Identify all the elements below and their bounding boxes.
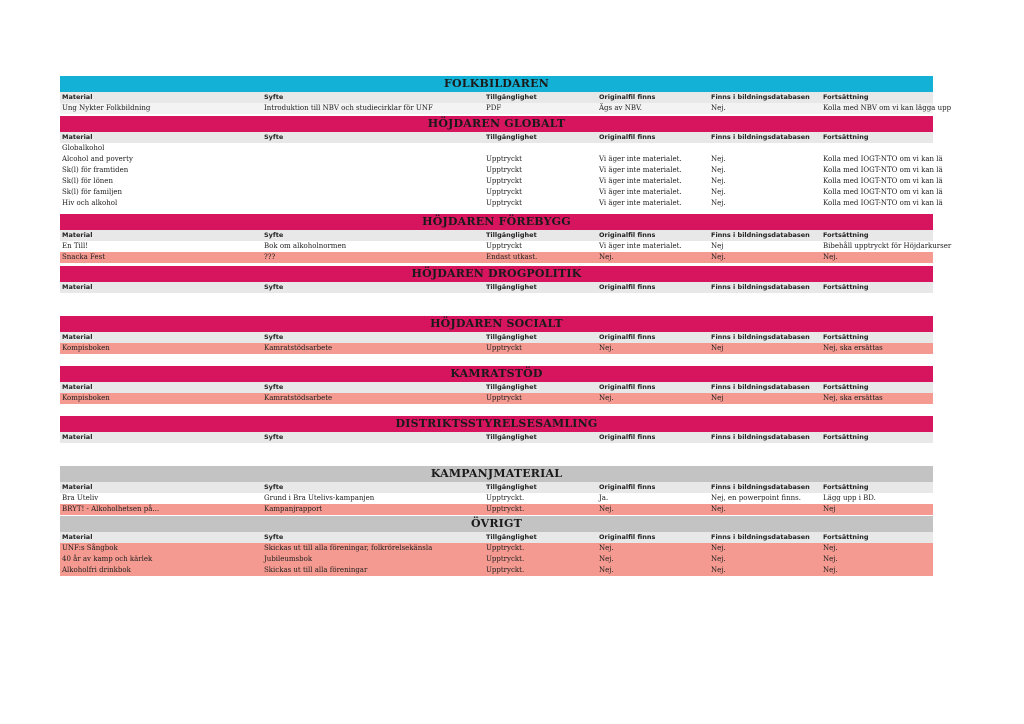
table-cell[interactable]: Nej. [711, 166, 726, 174]
table-cell[interactable]: UNF:s Sångbok [62, 544, 118, 552]
column-header: Finns i bildningsdatabasen [711, 383, 810, 391]
column-header: Syfte [264, 93, 284, 101]
table-cell[interactable]: Nej. [823, 566, 838, 574]
table-cell[interactable]: Nej. [711, 155, 726, 163]
section-title: KAMRATSTÖD [60, 366, 933, 382]
column-header: Finns i bildningsdatabasen [711, 283, 810, 291]
table-row[interactable] [60, 176, 943, 187]
table-cell[interactable]: Nej. [599, 555, 614, 563]
column-header: Tillgänglighet [486, 231, 537, 239]
column-header: Finns i bildningsdatabasen [711, 133, 810, 141]
column-header: Fortsättning [823, 333, 869, 341]
table-cell[interactable]: Alcohol and poverty [62, 155, 133, 163]
table-row[interactable] [60, 103, 952, 114]
table-row[interactable] [60, 393, 933, 404]
table-cell[interactable]: Grund i Bra Utelivs-kampanjen [264, 494, 375, 502]
table-cell[interactable]: Kolla med NBV om vi kan lägga upp [823, 104, 952, 112]
column-header: Syfte [264, 333, 284, 341]
table-cell[interactable]: ??? [264, 253, 276, 261]
table-cell[interactable]: Sk(l) för framtiden [62, 166, 129, 174]
table-cell[interactable]: Upptryckt. [486, 494, 525, 502]
section-höjdaren-drogpolitik [60, 266, 933, 316]
column-header-row [60, 432, 933, 443]
table-cell[interactable]: Hiv och alkohol [62, 199, 118, 207]
table-cell[interactable]: Nej. [711, 104, 726, 112]
table-cell[interactable]: BRYT! - Alkoholhetsen på... [62, 505, 160, 513]
column-header: Fortsättning [823, 433, 869, 441]
column-header: Syfte [264, 533, 284, 541]
column-header: Fortsättning [823, 533, 869, 541]
table-cell[interactable]: PDF [486, 104, 502, 112]
column-header-row [60, 282, 933, 293]
table-cell[interactable]: Kamratstödsarbete [264, 344, 333, 352]
column-header: Material [62, 231, 93, 239]
section-title: DISTRIKTSSTYRELSESAMLING [60, 416, 933, 432]
table-cell[interactable]: Nej. [711, 544, 726, 552]
column-header: Fortsättning [823, 283, 869, 291]
table-cell[interactable]: Nej. [599, 344, 614, 352]
table-cell[interactable]: Ung Nykter Folkbildning [62, 104, 151, 112]
table-row[interactable] [60, 554, 933, 565]
section-distriktsstyrelsesamling [60, 416, 933, 466]
table-cell[interactable]: Introduktion till NBV och studiecirklar för UNF [264, 104, 433, 112]
section-kampanjmaterial [60, 466, 933, 516]
column-header-row [60, 230, 933, 241]
table-cell[interactable]: Nej [711, 344, 724, 352]
column-header: Syfte [264, 283, 284, 291]
column-header: Material [62, 533, 93, 541]
section-övrigt [60, 516, 933, 577]
table-cell[interactable]: Nej, en powerpoint finns. [711, 494, 801, 502]
column-header: Finns i bildningsdatabasen [711, 333, 810, 341]
column-header: Syfte [264, 483, 284, 491]
column-header: Material [62, 93, 93, 101]
section-title: HÖJDAREN FÖREBYGG [60, 214, 933, 230]
column-header: Originalfil finns [599, 383, 656, 391]
column-header-row [60, 132, 933, 143]
table-cell[interactable]: Upptryckt [486, 394, 522, 402]
table-cell[interactable]: Upptryckt [486, 177, 522, 185]
column-header: Originalfil finns [599, 93, 656, 101]
table-cell[interactable]: Ja. [599, 494, 609, 502]
section-title: HÖJDAREN GLOBALT [60, 116, 933, 132]
table-row[interactable] [60, 154, 943, 165]
table-cell[interactable]: Jubileumsbok [264, 555, 313, 563]
table-cell[interactable]: Ägs av NBV. [599, 104, 643, 112]
column-header-row [60, 482, 933, 493]
spreadsheet [60, 76, 952, 577]
section-title: ÖVRIGT [60, 516, 933, 532]
table-cell[interactable]: Kompisboken [62, 344, 110, 352]
table-cell[interactable]: Kompisboken [62, 394, 110, 402]
table-cell[interactable]: Vi äger inte materialet. [599, 242, 682, 250]
column-header: Tillgänglighet [486, 283, 537, 291]
table-cell[interactable]: Nej. [823, 544, 838, 552]
table-cell[interactable]: Kolla med IOGT-NTO om vi kan lä [823, 177, 943, 185]
table-cell[interactable]: Snacka Fest [62, 253, 106, 261]
table-row[interactable] [60, 504, 933, 515]
column-header: Material [62, 433, 93, 441]
table-cell[interactable]: Nej [711, 394, 724, 402]
table-cell[interactable]: Nej. [711, 555, 726, 563]
column-header: Syfte [264, 133, 284, 141]
column-header-row [60, 92, 933, 103]
section-title: KAMPANJMATERIAL [60, 466, 933, 482]
table-cell[interactable]: Nej, ska ersättas [823, 344, 883, 352]
table-cell[interactable]: Upptryckt [486, 188, 522, 196]
column-header: Fortsättning [823, 133, 869, 141]
table-cell[interactable]: Endast utkast. [486, 253, 538, 261]
table-row[interactable] [60, 565, 933, 576]
table-cell[interactable]: Kolla med IOGT-NTO om vi kan lä [823, 188, 943, 196]
table-cell[interactable]: Upptryckt. [486, 544, 525, 552]
table-cell[interactable]: Kolla med IOGT-NTO om vi kan lä [823, 199, 943, 207]
column-header: Tillgänglighet [486, 483, 537, 491]
table-cell[interactable]: Upptryckt [486, 344, 522, 352]
table-cell[interactable]: Kolla med IOGT-NTO om vi kan lä [823, 155, 943, 163]
table-cell[interactable]: Nej [711, 242, 724, 250]
table-cell[interactable]: Nej. [599, 253, 614, 261]
section-title: HÖJDAREN SOCIALT [60, 316, 933, 332]
column-header: Tillgänglighet [486, 533, 537, 541]
table-cell[interactable]: Nej. [711, 253, 726, 261]
column-header: Syfte [264, 231, 284, 239]
column-header: Finns i bildningsdatabasen [711, 93, 810, 101]
table-cell[interactable]: Lägg upp i BD. [823, 494, 876, 502]
table-cell[interactable]: Vi äger inte materialet. [599, 199, 682, 207]
table-cell[interactable]: Upptryckt. [486, 505, 525, 513]
table-cell[interactable]: Alkoholfri drinkbok [62, 566, 131, 574]
column-header: Material [62, 483, 93, 491]
column-header-row [60, 532, 933, 543]
table-cell[interactable]: Vi äger inte materialet. [599, 177, 682, 185]
table-cell[interactable]: Bibehåll upptryckt för Höjdarkurser [823, 242, 952, 250]
table-cell[interactable]: Nej [823, 505, 836, 513]
column-header: Originalfil finns [599, 231, 656, 239]
column-header: Finns i bildningsdatabasen [711, 433, 810, 441]
table-cell[interactable]: Upptryckt [486, 166, 522, 174]
column-header: Tillgänglighet [486, 93, 537, 101]
column-header: Tillgänglighet [486, 433, 537, 441]
table-cell[interactable]: Nej. [711, 199, 726, 207]
section-kamratstöd [60, 366, 933, 416]
column-header: Finns i bildningsdatabasen [711, 483, 810, 491]
table-cell[interactable]: Globalkohol [62, 144, 105, 152]
table-cell[interactable]: Nej. [599, 505, 614, 513]
column-header: Finns i bildningsdatabasen [711, 231, 810, 239]
table-row[interactable] [60, 543, 933, 554]
table-cell[interactable]: Upptryckt [486, 199, 522, 207]
column-header: Originalfil finns [599, 433, 656, 441]
column-header-row [60, 382, 933, 393]
table-row[interactable] [60, 343, 933, 354]
column-header: Syfte [264, 383, 284, 391]
table-cell[interactable]: Kampanjrapport [264, 505, 323, 513]
column-header: Originalfil finns [599, 483, 656, 491]
column-header: Originalfil finns [599, 533, 656, 541]
table-cell[interactable]: Sk(l) för familjen [62, 188, 123, 196]
table-row[interactable] [60, 252, 933, 263]
column-header: Originalfil finns [599, 283, 656, 291]
table-cell[interactable]: Nej. [599, 544, 614, 552]
table-cell[interactable]: Upptryckt. [486, 555, 525, 563]
column-header: Material [62, 383, 93, 391]
column-header: Material [62, 283, 93, 291]
table-row[interactable] [60, 143, 933, 154]
section-folkbildaren [60, 76, 952, 116]
table-row[interactable] [60, 241, 952, 252]
table-cell[interactable]: Nej. [711, 188, 726, 196]
column-header: Fortsättning [823, 93, 869, 101]
table-cell[interactable]: Bra Uteliv [62, 494, 99, 502]
column-header: Originalfil finns [599, 333, 656, 341]
table-cell[interactable]: Nej. [599, 566, 614, 574]
table-cell[interactable]: Upptryckt [486, 242, 522, 250]
table-cell[interactable]: Skickas ut till alla föreningar, folkrörelsekänsla [264, 544, 433, 552]
table-cell[interactable]: Kamratstödsarbete [264, 394, 333, 402]
table-cell[interactable]: Nej. [823, 253, 838, 261]
table-row[interactable] [60, 493, 933, 504]
table-cell[interactable]: Nej, ska ersättas [823, 394, 883, 402]
section-höjdaren-globalt [60, 116, 943, 214]
section-höjdaren-socialt [60, 316, 933, 366]
table-cell[interactable]: Nej. [823, 555, 838, 563]
section-höjdaren-förebygg [60, 214, 952, 266]
section-title: HÖJDAREN DROGPOLITIK [60, 266, 933, 282]
column-header: Fortsättning [823, 483, 869, 491]
table-cell[interactable]: Sk(l) för lönen [62, 177, 113, 185]
table-cell[interactable]: Nej. [711, 177, 726, 185]
table-cell[interactable]: Upptryckt. [486, 566, 525, 574]
table-cell[interactable]: Bok om alkoholnormen [264, 242, 347, 250]
table-cell[interactable]: Vi äger inte materialet. [599, 166, 682, 174]
column-header: Tillgänglighet [486, 133, 537, 141]
table-cell[interactable]: Vi äger inte materialet. [599, 155, 682, 163]
column-header-row [60, 332, 933, 343]
table-cell[interactable]: Nej. [711, 505, 726, 513]
column-header: Syfte [264, 433, 284, 441]
table-cell[interactable]: Nej. [599, 394, 614, 402]
column-header: Material [62, 133, 93, 141]
column-header: Fortsättning [823, 231, 869, 239]
column-header: Originalfil finns [599, 133, 656, 141]
table-cell[interactable]: Nej. [711, 566, 726, 574]
table-row[interactable] [60, 198, 943, 209]
table-cell[interactable]: Skickas ut till alla föreningar [264, 566, 368, 574]
table-cell[interactable]: 40 år av kamp och kärlek [62, 555, 153, 563]
column-header: Finns i bildningsdatabasen [711, 533, 810, 541]
column-header: Material [62, 333, 93, 341]
table-cell[interactable]: Vi äger inte materialet. [599, 188, 682, 196]
table-cell[interactable]: Upptryckt [486, 155, 522, 163]
column-header: Tillgänglighet [486, 333, 537, 341]
column-header: Fortsättning [823, 383, 869, 391]
table-cell[interactable]: En Till! [62, 242, 89, 250]
column-header: Tillgänglighet [486, 383, 537, 391]
table-row[interactable] [60, 165, 943, 176]
table-row[interactable] [60, 187, 943, 198]
section-title: FOLKBILDAREN [60, 76, 933, 92]
table-cell[interactable]: Kolla med IOGT-NTO om vi kan lä [823, 166, 943, 174]
